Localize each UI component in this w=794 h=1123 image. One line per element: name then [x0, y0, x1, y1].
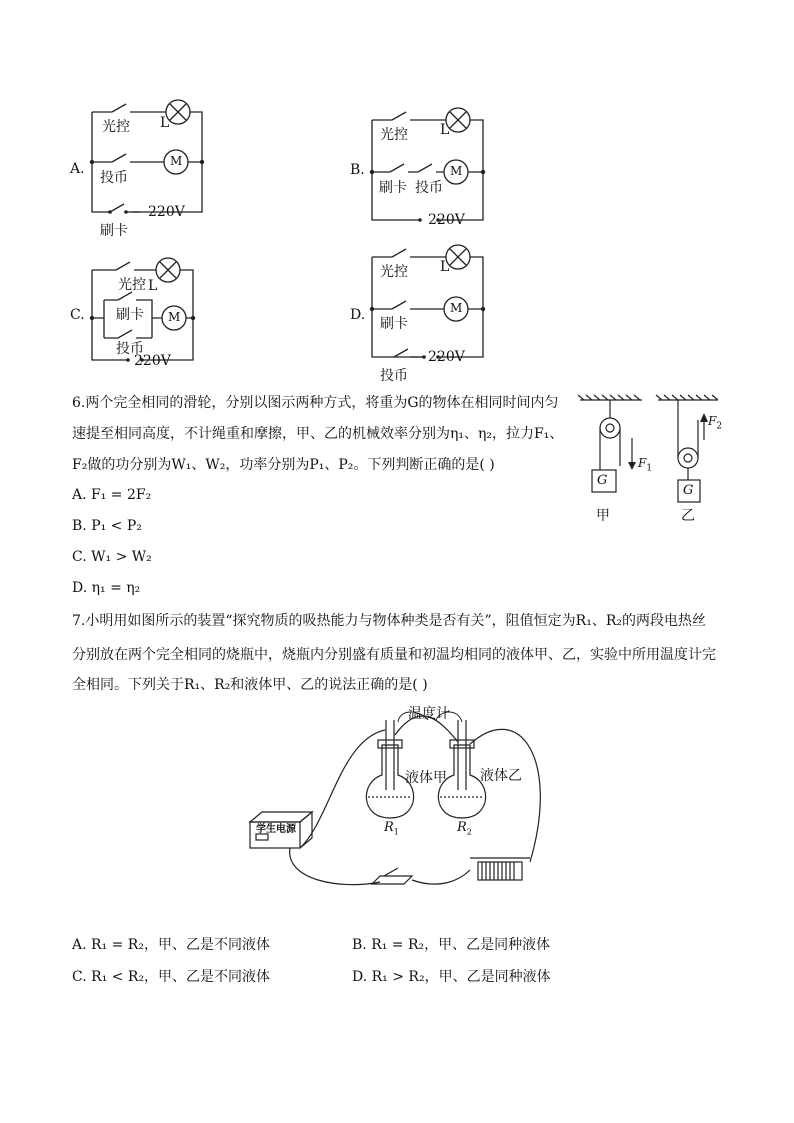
switch-label: 光控: [380, 264, 408, 280]
lamp-label: L: [440, 259, 450, 275]
weight-label: G: [597, 473, 608, 488]
q6-line: 速提至相同高度，不计绳重和摩擦，甲、乙的机械效率分别为η₁、η₂，拉力F₁、: [72, 426, 564, 442]
switch-label: 刷卡: [379, 180, 407, 196]
motor-label: M: [168, 310, 181, 324]
option-d-letter: D.: [350, 307, 366, 323]
thermometer-label: 温度计: [408, 706, 450, 722]
resistor-label-r1: $R_1$: [384, 820, 399, 837]
q7-line: 分别放在两个完全相同的烧瓶中，烧瓶内分别盛有质量和初温均相同的液体甲、乙，实验中所用温度计完: [72, 647, 716, 663]
weight-label: G: [683, 483, 694, 498]
power-supply-label: 学生电源: [256, 824, 296, 835]
q7-option-d[interactable]: D. R₁ > R₂，甲、乙是同种液体: [352, 969, 551, 985]
liquid-b-label: 液体乙: [480, 768, 522, 784]
q7-line: 7.小明用如图所示的装置“探究物质的吸热能力与物体种类是否有关”，阻值恒定为R₁、R₂的两段电热丝: [72, 613, 706, 629]
option-b-letter: B.: [350, 162, 365, 178]
figure-label-yi: 乙: [681, 508, 695, 524]
lamp-label: L: [148, 278, 158, 294]
voltage-label: 220V: [428, 349, 465, 365]
option-c-letter: C.: [70, 307, 85, 323]
q7-line: 全相同。下列关于R₁、R₂和液体甲、乙的说法正确的是( ): [72, 677, 428, 693]
voltage-label: 220V: [148, 204, 185, 220]
voltage-label: 220V: [428, 212, 465, 228]
lamp-label: L: [440, 122, 450, 138]
lamp-label: L: [160, 115, 170, 131]
liquid-a-label: 液体甲: [405, 770, 447, 786]
switch-label: 投币: [380, 368, 408, 384]
resistor-label-r2: $R_2$: [457, 820, 472, 837]
voltage-label: 220V: [134, 353, 171, 369]
q6-option-d[interactable]: D. η₁ = η₂: [72, 580, 141, 596]
q7-option-c[interactable]: C. R₁ < R₂，甲、乙是不同液体: [72, 969, 271, 985]
switch-label: 光控: [118, 277, 146, 293]
q6-line: F₂做的功分别为W₁、W₂，功率分别为P₁、P₂。下列判断正确的是( ): [72, 457, 495, 473]
switch-label: 光控: [102, 119, 130, 135]
switch-label: 刷卡: [116, 307, 144, 323]
switch-label: 投币: [415, 180, 443, 196]
switch-label: 刷卡: [100, 223, 128, 239]
q6-option-b[interactable]: B. P₁ < P₂: [72, 518, 142, 534]
motor-label: M: [450, 164, 463, 178]
q6-option-c[interactable]: C. W₁ > W₂: [72, 549, 152, 565]
q6-option-a[interactable]: A. F₁ = 2F₂: [72, 487, 152, 503]
switch-label: 刷卡: [380, 316, 408, 332]
switch-label: 投币: [116, 341, 144, 357]
switch-label: 光控: [380, 127, 408, 143]
motor-label: M: [450, 301, 463, 315]
q7-option-b[interactable]: B. R₁ = R₂，甲、乙是同种液体: [352, 937, 551, 953]
figure-label-jia: 甲: [596, 508, 610, 524]
force-label-f1: $F_1$: [638, 456, 653, 474]
q7-option-a[interactable]: A. R₁ = R₂，甲、乙是不同液体: [72, 937, 270, 953]
option-a-letter: A.: [70, 161, 85, 177]
switch-label: 投币: [100, 170, 128, 186]
force-label-f2: $F_2$: [708, 414, 723, 432]
q6-line: 6.两个完全相同的滑轮，分别以图示两种方式，将重为G的物体在相同时间内匀: [72, 395, 559, 411]
motor-label: M: [170, 154, 183, 168]
